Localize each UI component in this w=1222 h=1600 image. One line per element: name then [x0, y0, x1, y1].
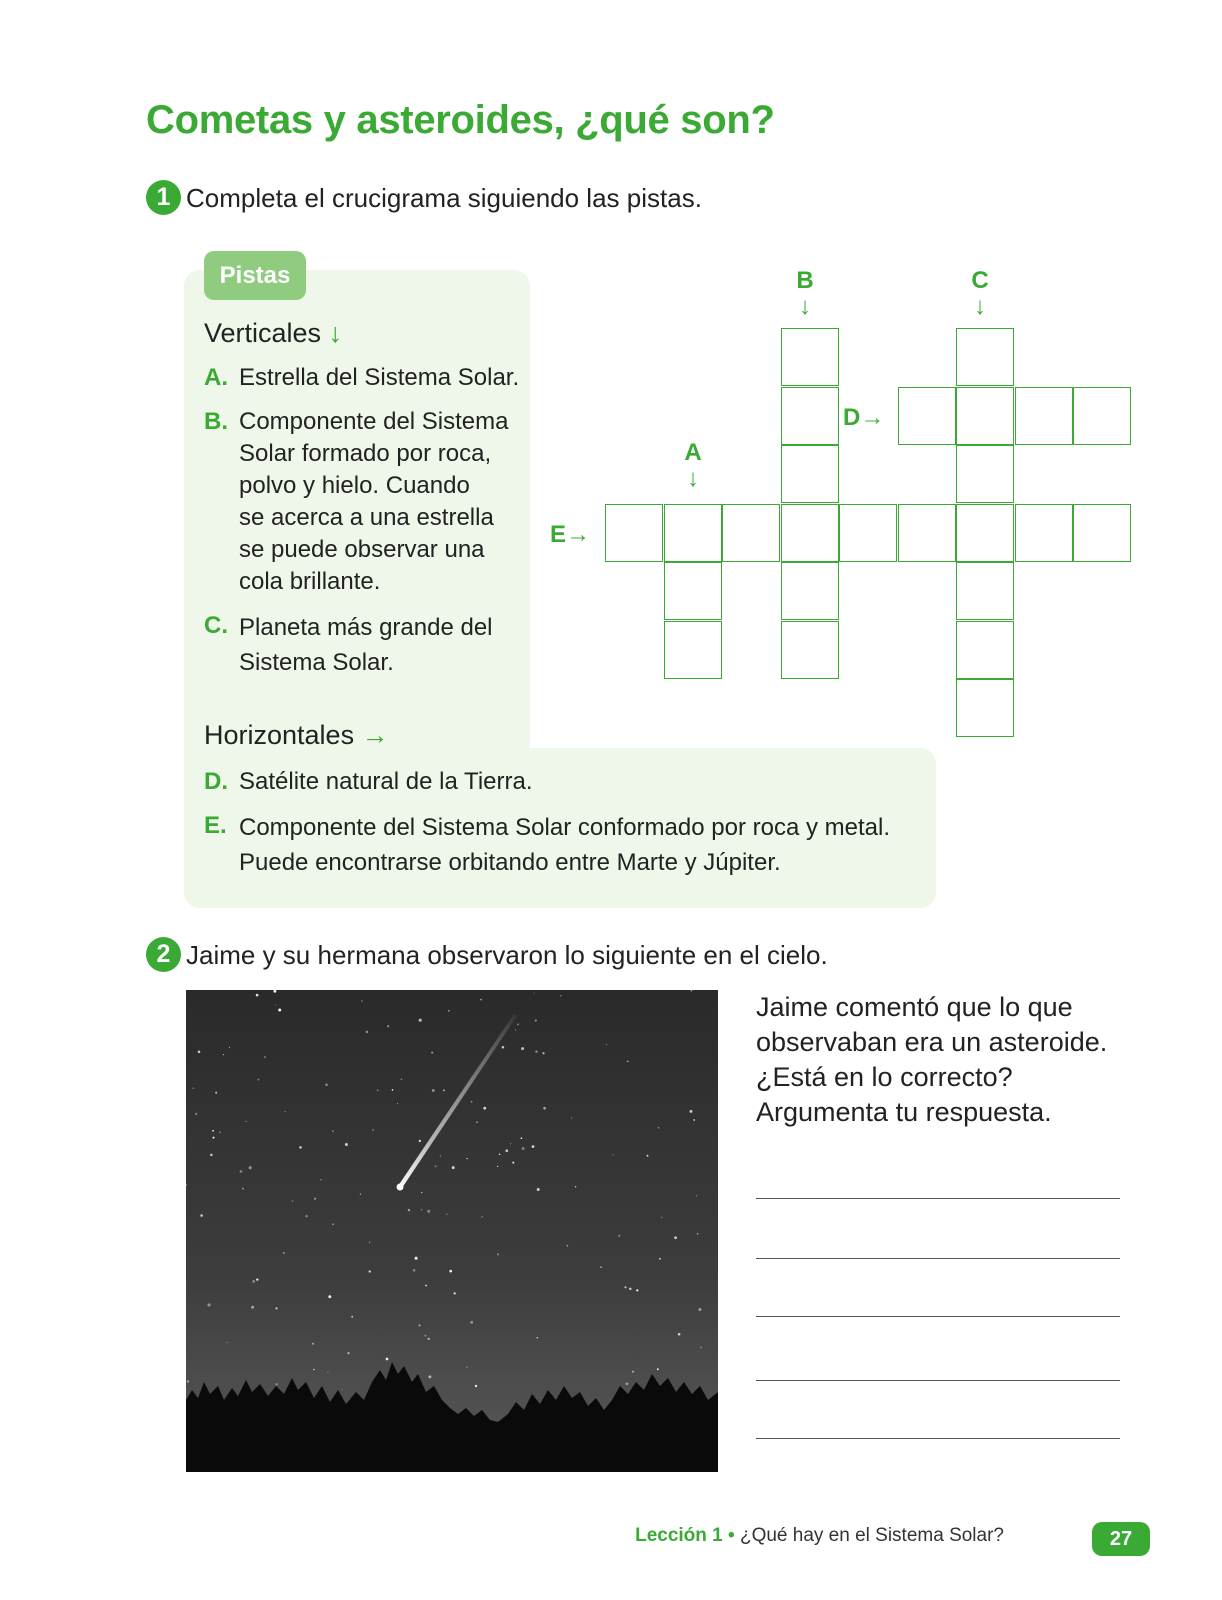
star [571, 1117, 572, 1118]
right-arrow-icon: → [860, 404, 885, 431]
star [369, 1270, 371, 1272]
star [499, 1153, 501, 1155]
star [195, 1113, 197, 1115]
star [627, 1061, 629, 1063]
activity-1-instruction: Completa el crucigrama siguiendo las pistas. [186, 183, 702, 213]
star [275, 1004, 276, 1005]
star [626, 1382, 629, 1385]
label-e: E→ [550, 521, 591, 548]
horizontales-heading: Horizontales → [204, 720, 389, 750]
star [502, 1046, 505, 1049]
star [257, 1079, 259, 1081]
crossword-cell[interactable] [956, 621, 1014, 679]
star [435, 1165, 437, 1167]
star [505, 1149, 508, 1152]
clue-c: C. Planeta más grande del Sistema Solar. [204, 612, 493, 676]
star [413, 1269, 416, 1272]
star [345, 1143, 348, 1146]
star [522, 1147, 525, 1150]
star [285, 1111, 286, 1112]
crossword-cell[interactable] [781, 504, 839, 562]
crossword-cell[interactable] [722, 504, 780, 562]
label-a: A ↓ [678, 440, 708, 492]
star [419, 1019, 422, 1022]
star [537, 1337, 539, 1339]
answer-line[interactable] [756, 1380, 1120, 1381]
star [560, 995, 561, 996]
star [360, 1194, 361, 1195]
clue-e: E. Componente del Sistema Solar conformado por roca y metal. Puede encontrarse orbitando entre Marte y Júpiter. [204, 812, 890, 876]
star [497, 1166, 498, 1167]
star [200, 1214, 203, 1217]
crossword-cell[interactable] [1015, 504, 1073, 562]
star [696, 1195, 697, 1196]
star [332, 1224, 333, 1225]
star [223, 1054, 224, 1055]
crossword-cell[interactable] [605, 504, 663, 562]
star [606, 1044, 607, 1045]
star [537, 1188, 540, 1191]
star [424, 1335, 426, 1337]
down-arrow-icon: ↓ [799, 293, 811, 320]
star [470, 1321, 473, 1324]
star [312, 1343, 314, 1345]
star [212, 1137, 214, 1139]
star [256, 994, 259, 997]
star [534, 993, 535, 994]
star [226, 1342, 227, 1343]
star [305, 1215, 307, 1217]
star [314, 1198, 316, 1200]
answer-line[interactable] [756, 1316, 1120, 1317]
star [373, 1129, 374, 1130]
star [397, 1103, 398, 1104]
star [328, 1295, 331, 1298]
star [283, 1252, 285, 1254]
star [629, 1288, 632, 1291]
crossword-cell[interactable] [956, 387, 1014, 445]
star [415, 1257, 418, 1260]
star [215, 1092, 217, 1094]
star [446, 1214, 447, 1215]
activity-number-2: 2 [146, 937, 181, 972]
star [698, 1308, 701, 1311]
star [510, 1143, 511, 1144]
star [276, 1383, 278, 1385]
star [443, 1089, 445, 1091]
star [674, 1236, 677, 1239]
right-arrow-icon: → [566, 521, 591, 548]
star [275, 1307, 277, 1309]
crossword-cell[interactable] [956, 562, 1014, 620]
crossword-cell[interactable] [781, 328, 839, 386]
star [515, 1029, 516, 1030]
star [700, 1347, 702, 1349]
star [240, 1170, 243, 1173]
star [618, 1235, 620, 1237]
clue-d: D. Satélite natural de la Tierra. [204, 768, 533, 795]
star [600, 1266, 601, 1267]
crossword-cell[interactable] [956, 328, 1014, 386]
star [521, 1137, 523, 1139]
star [535, 1020, 537, 1022]
star [448, 1010, 450, 1012]
star [659, 1258, 661, 1260]
star [483, 1107, 486, 1110]
star [543, 1107, 546, 1110]
star [425, 1285, 427, 1287]
star [466, 1367, 467, 1368]
star [632, 1371, 634, 1373]
star [421, 1209, 422, 1210]
star [245, 1121, 246, 1122]
label-d: D→ [843, 404, 885, 431]
star [361, 1000, 362, 1001]
star [661, 1217, 662, 1218]
verticales-heading: Verticales ↓ [204, 318, 343, 348]
star [377, 1089, 379, 1091]
star [535, 1050, 537, 1052]
crossword-cell[interactable] [781, 562, 839, 620]
crossword-cell[interactable] [781, 621, 839, 679]
right-arrow-icon: → [361, 720, 389, 750]
footer-lesson: Lección 1 • ¿Qué hay en el Sistema Solar? [635, 1525, 1004, 1546]
crossword-cell[interactable] [781, 445, 839, 503]
crossword-cell[interactable] [956, 679, 1014, 737]
star [428, 1338, 430, 1340]
star [210, 1154, 213, 1157]
crossword-cell[interactable] [956, 445, 1014, 503]
crossword-cell[interactable] [898, 387, 956, 445]
night-sky-comet-photo [186, 990, 718, 1472]
star [452, 1166, 455, 1169]
star [481, 1216, 482, 1217]
star [471, 1101, 473, 1103]
down-arrow-icon: ↓ [687, 465, 699, 492]
star [693, 1119, 695, 1121]
star [292, 1200, 294, 1202]
star [480, 999, 482, 1001]
star [320, 1179, 321, 1180]
crossword-cell[interactable] [1073, 387, 1131, 445]
clue-b: B. Componente del Sistema Solar formado por roca, polvo y hielo. Cuando se acerca a una estrella se puede observar una cola brillante. [204, 408, 509, 595]
crossword-cell[interactable] [956, 504, 1014, 562]
star [386, 1358, 389, 1361]
label-c: C ↓ [965, 268, 995, 320]
star [690, 1110, 693, 1113]
star [658, 1127, 660, 1129]
star [325, 1083, 328, 1086]
star [419, 1140, 421, 1142]
star [497, 1253, 499, 1255]
star [400, 1078, 402, 1080]
star [187, 1380, 189, 1382]
star [567, 1245, 569, 1247]
page-title: Cometas y asteroides, ¿qué son? [146, 98, 775, 142]
star [421, 1192, 422, 1193]
star [219, 1132, 221, 1134]
star [342, 1389, 343, 1390]
star [249, 1166, 252, 1169]
down-arrow-icon: ↓ [328, 318, 343, 348]
star [612, 1154, 613, 1155]
star [387, 1025, 389, 1027]
star [432, 1089, 435, 1092]
star [351, 1316, 353, 1318]
crossword-cell[interactable] [898, 504, 956, 562]
page-number: 27 [1092, 1522, 1150, 1556]
crossword-cell[interactable] [664, 621, 722, 679]
star [428, 1375, 431, 1378]
star [427, 1210, 430, 1213]
star [332, 1130, 334, 1132]
star [251, 1306, 254, 1309]
crossword-cell[interactable] [664, 504, 722, 562]
star [647, 1155, 649, 1157]
crossword-cell[interactable] [1015, 387, 1073, 445]
star [278, 1008, 281, 1011]
star [392, 1089, 394, 1091]
star [252, 1280, 255, 1283]
star [408, 1209, 410, 1211]
star [678, 1333, 681, 1336]
star [264, 1056, 266, 1058]
star [256, 1278, 258, 1280]
star [212, 1130, 214, 1132]
star [466, 1158, 467, 1159]
star [532, 1145, 535, 1148]
star [431, 1052, 433, 1054]
star [697, 1233, 699, 1235]
star [229, 1047, 230, 1048]
star [476, 1122, 477, 1123]
crossword-cell[interactable] [781, 387, 839, 445]
crossword-cell[interactable] [839, 504, 897, 562]
star [542, 1052, 544, 1054]
star [449, 1270, 452, 1273]
star [517, 1024, 519, 1026]
comet-image [186, 990, 718, 1472]
label-b: B ↓ [790, 268, 820, 320]
answer-line[interactable] [756, 1438, 1120, 1439]
star [624, 1286, 626, 1288]
star [207, 1303, 210, 1306]
star [193, 1087, 194, 1088]
star [657, 1368, 659, 1370]
activity-number-1: 1 [146, 180, 181, 215]
star [299, 1146, 302, 1149]
star [575, 1186, 577, 1188]
clues-tab: Pistas [204, 251, 306, 300]
star [366, 1031, 369, 1034]
star [313, 1369, 315, 1371]
activity-2-instruction: Jaime y su hermana observaron lo siguiente en el cielo. [186, 940, 828, 970]
star [636, 1289, 638, 1291]
down-arrow-icon: ↓ [974, 293, 986, 320]
answer-line[interactable] [756, 1258, 1120, 1259]
activity-2-question: Jaime comentó que lo que observaban era un asteroide. ¿Está en lo correcto? Argumenta tu respuesta. [756, 992, 1108, 1127]
answer-line[interactable] [756, 1198, 1120, 1199]
star [440, 1155, 441, 1156]
star [521, 1047, 524, 1050]
star [198, 1051, 201, 1054]
crossword-cell[interactable] [664, 562, 722, 620]
star [419, 1324, 421, 1326]
star [454, 1292, 456, 1294]
star [327, 1372, 328, 1373]
star [512, 1162, 514, 1164]
star [369, 1242, 370, 1243]
crossword-cell[interactable] [1073, 504, 1131, 562]
star [475, 1385, 477, 1387]
clue-a: A. Estrella del Sistema Solar. [204, 364, 520, 391]
star [347, 1352, 349, 1354]
star [242, 1188, 244, 1190]
